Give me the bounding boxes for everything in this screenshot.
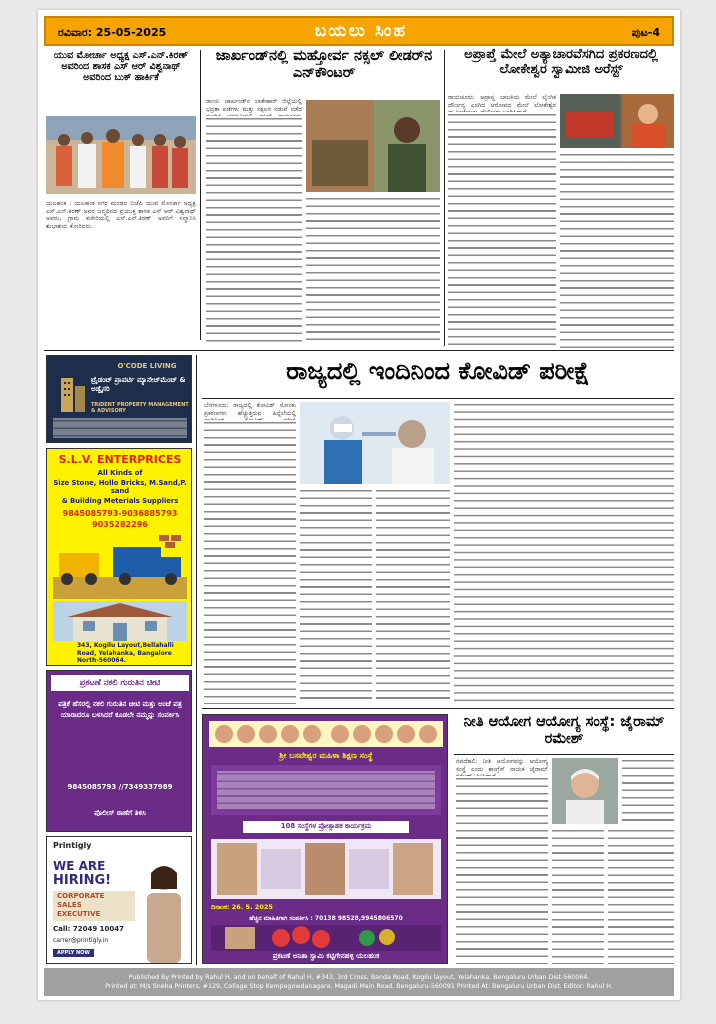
imprint-line2: Printed at: M/s Sneha Printers, #129, Collage Stop Kempegowdanagara, Magadi Main Road, Bengaluru-560091 Printed At: Bengaluru Urban Dist. Editor: Rahul H. <box>105 983 613 990</box>
ad-school-portraits <box>213 723 439 745</box>
ad-school-info-text <box>217 771 435 809</box>
story-arrest-body <box>448 112 556 348</box>
issue-date: ರವಿವಾರ: 25-05-2025 <box>58 26 167 39</box>
story-left-body: ಯಲಹಂಕ : ಯಲಹಂಕ ನಗರ ಮಂಡಲ ಬಿಜೆಪಿ ಯುವ ಮೋರ್ಚಾ ಅಧ್ಯಕ್ಷ ಎಸ್.ಎನ್.ಕಿರಣ್ ಅವರ ಜನ್ಮದಿನದ ಪ್ರಯುಕ್ತ ಶಾಸಕ ಎಸ್ ಆರ್ ವಿಶ್ವನಾಥ್ ಅವರು, ಗ್ರಾಮ ಕಚೇರಿಯಲ್ಲಿ ಎಸ್.ಎನ್.ಕಿರಣ್ ಅವರಿಗೆ ಸನ್ಮಾನಿಸಿ ಶುಭಾಶಯ ಕೋರಿದರು. <box>46 200 196 230</box>
story-niti-col2a <box>622 758 674 824</box>
ad-printigly-role1: CORPORATE <box>57 892 105 900</box>
ad-printigly-role2: SALES <box>57 901 82 909</box>
ad-slv-line2: Size Stone, Hollo Bricks, M.Sand,P. sand <box>53 479 187 495</box>
story-kovid-col1 <box>204 420 296 704</box>
ad-school-title: ಶ್ರೀ ಬಸವೇಶ್ವರ ಮಹಿಳಾ ಶಿಕ್ಷಣ ಸಂಸ್ಥೆ <box>279 751 373 760</box>
ad-school-contact: ಹೆಚ್ಚಿನ ಮಾಹಿತಿಗಾಗಿ ಸಂಪರ್ಕಿಸಿ : 70138 98528,9945806570 <box>249 915 403 922</box>
ad-slv-title: S.L.V. ENTERPRICES <box>58 453 182 466</box>
ad-printigly-email: carrer@printigly.in <box>53 937 109 944</box>
story-kovid-headline: ರಾಜ್ಯದಲ್ಲಿ ಇಂದಿನಿಂದ ಕೋವಿಡ್ ಪರೀಕ್ಷೆ <box>286 357 590 385</box>
ad-slv-phone2: 9035282296 <box>92 520 148 529</box>
ad-ocode-name: ಟ್ರೈಡಂಟ್ ಪ್ರಾಪರ್ಟಿ ಮ್ಯಾನೇಜ್‌ಮೆಂಟ್ & ಅಡ್ವೈಸರಿ <box>91 376 186 393</box>
story-jharkhand-headline: ಜಾರ್ಖಂಡ್‌ನಲ್ಲಿ ಮಹ್ತೋರ್ವ ನಕ್ಸಲ್ ಲೀಡರ್‌ನ ಎನ್‌ಕೌಂಟರ್ <box>215 48 433 81</box>
story-kovid-col2 <box>300 488 372 704</box>
story-kovid-col3 <box>376 488 450 704</box>
story-niti-photo <box>552 758 618 824</box>
story-jharkhand-body <box>206 116 302 346</box>
newspaper-title: ಬಯಲು ಸಿಂಹ <box>314 21 408 41</box>
section-divider <box>202 708 674 709</box>
ad-notice-footer: ಪೊಲೀಸ್ ಠಾಣೆಗೆ ತಿಳಿಸಿ <box>94 809 146 817</box>
ad-printigly-line2: HIRING! <box>53 873 112 888</box>
ad-notice-title: ಪ್ರಕಟಣೆ ನಕಲಿ ಗುರುತಿನ ಚೀಟಿ <box>79 677 161 687</box>
story-niti-col3 <box>608 828 674 964</box>
newspaper-page <box>38 10 680 1000</box>
ad-notice-phones: 9845085793 //7349337989 <box>67 783 173 791</box>
story-arrest-body-2 <box>560 152 674 348</box>
story-niti-col1 <box>456 776 548 964</box>
ad-printigly-line1: WE ARE <box>53 859 106 873</box>
ad-slv-line1: All Kinds of <box>97 469 143 477</box>
ad-school-badge-text: 108 ಸಂಸ್ಥೆಗಳ ಪ್ರೋತ್ಸಾಹಕ ಕಾರ್ಯಕ್ರಮ <box>280 822 372 830</box>
ad-slv-line3: & Building Meterials Suppliers <box>61 497 179 505</box>
story-jharkhand-body-2 <box>306 196 440 346</box>
ad-school-badge <box>243 821 409 833</box>
ad-printigly-call: Call: 72049 10047 <box>53 925 125 933</box>
column-divider <box>200 50 201 340</box>
story-arrest-headline: ಅಪ್ರಾಪ್ತೆ ಮೇಲೆ ಅತ್ಯಾಚಾರವೆಸಗಿದ ಪ್ರಕರಣದಲ್ಲಿ ಲೋಕೇಶ್ವರ ಸ್ವಾಮೀಜಿ ಅರೆಸ್ಟ್ <box>464 47 658 77</box>
section-divider <box>44 350 674 351</box>
column-divider <box>196 355 197 965</box>
story-kovid-photo <box>300 402 450 484</box>
story-kovid-col4 <box>454 402 674 704</box>
ad-school-footer: ಪ್ರಕಟಣೆ ಅನಿತಾ ಸ್ವಾಮಿ ಕಟ್ಟಿಗೇನಹಳ್ಳಿ ಯಲಹಂಕ <box>272 952 380 960</box>
story-niti-col2b <box>552 828 604 964</box>
ad-printigly-role3: EXECUTIVE <box>57 910 101 918</box>
ad-school-info <box>211 765 441 815</box>
story-jharkhand-lead: ರಾಂಚಿ: ಜಾರ್ಖಂಡ್‌ನ ಲಾತೇಹಾರ್ ಜಿಲ್ಲೆಯಲ್ಲಿ ಭದ್ರತಾ ಪಡೆಗಳು ಮತ್ತು ನಕ್ಸಲರ ನಡುವೆ ನಡೆದ <box>206 98 302 113</box>
story-niti-headline: ನೀತಿ ಆಯೋಗ ಆಯೋಗ್ಯ ಸಂಸ್ಥೆ: ಜೈರಾಮ್ ರಮೇಶ್ <box>463 714 665 747</box>
ad-notice <box>46 670 192 832</box>
ad-notice-body: ಪತ್ರಿಕೆ ಹೆಸರಲ್ಲಿ ನಕಲಿ ಗುರುತಿನ ಚೀಟಿ ಮತ್ತು ಅಂಚೆ ಪತ್ರ ಯಾರಾದರೂ ಬಳಸಿದರೆ ಕೂಡಲೇ ನಮ್ಮನ್ನು ಸಂಪರ್ಕಿಸಿ <box>58 700 182 719</box>
ad-printigly-person <box>139 859 189 963</box>
ad-printigly <box>46 836 192 964</box>
masthead <box>44 16 674 46</box>
story-left-headline: ಯುವ ಮೋರ್ಚಾ ಅಧ್ಯಕ್ಷ ಎಸ್.ಎನ್.ಕಿರಣ್ ಅವರಿಂದ ಶಾಸಕ ಎಸ್ ಆರ್ ವಿಶ್ವನಾಥ್ ಅವರಿಂದ ಬುಕ್ ಹಾರ್ಕಿಕೆ <box>53 50 189 84</box>
column-divider <box>444 50 445 346</box>
story-arrest-photo <box>560 94 674 148</box>
ad-school <box>202 714 448 964</box>
headline-rule <box>454 754 674 755</box>
construction-vehicles-illustration <box>53 533 187 599</box>
ad-school-guest-photos <box>217 843 435 895</box>
story-jharkhand-photo <box>306 100 440 192</box>
imprint-footer <box>44 968 674 996</box>
ad-slv-address: 343, Kogilu Layout,Bellahalli Road, Yelahanka, Bangalore North-560064. <box>77 642 174 664</box>
building-icon <box>55 372 91 412</box>
ad-slv-phone1: 9845085793-9036885793 <box>62 509 178 518</box>
page-number: ಪುಟ-4 <box>631 26 660 39</box>
ad-school-guests <box>211 839 441 899</box>
story-niti-lead: ನವದೆಹಲಿ: ನೀತಿ ಆಯೋಗವನ್ನು ಆಯೋಗ್ಯ ಸಂಸ್ಥೆ ಎಂದು ಕಾಂಗ್ರೆಸ್ ನಾಯಕ ಜೈರಾಮ್ <box>456 758 548 773</box>
imprint-line1: Published By Printed by Rahul H, and on behalf of Rahul H, #343, 3rd Cross, Banda Road, Kogilu layout, Yelahanka, Bengaluru Urban Dist-560064. <box>128 974 590 981</box>
story-arrest-lead: ರಾಯಚೂರು: ಅಪ್ರಾಪ್ತ ಬಾಲಕಿಯ ಮೇಲೆ ಲೈಂಗಿಕ ದೌರ್ಜನ್ಯ ಎಸಗಿದ ಆರೋಪದ ಮೇಲೆ ಲೋಕೇಶ್ವರ <box>448 94 556 109</box>
headline-rule <box>202 398 674 399</box>
story-kovid-lead: ಬೆಂಗಳೂರು: ರಾಜ್ಯದಲ್ಲಿ ಕೋವಿಡ್ ಸೋಂಕು ಪ್ರಕರಣಗಳು ಹೆಚ್ಚುತ್ತಿರುವ ಹಿನ್ನೆಲೆಯಲ್ಲಿ <box>204 402 296 417</box>
ad-ocode-brand: O'CODE LIVING <box>117 362 177 370</box>
ad-school-flowers <box>211 925 441 951</box>
story-left-photo <box>46 116 196 194</box>
ad-printigly-brand: Printigly <box>53 841 92 850</box>
ad-printigly-role-box <box>53 891 135 921</box>
ad-school-header <box>209 721 443 747</box>
ad-school-date: ದಿನಾಂಕ: 26. 5. 2025 <box>211 903 273 911</box>
ad-ocode-name-en: TRIDENT PROPERTY MANAGEMENT & ADVISORY <box>91 402 189 414</box>
ad-ocode <box>46 355 192 443</box>
ad-ocode-details <box>53 418 187 438</box>
ad-printigly-cta: APPLY NOW <box>53 949 94 957</box>
ad-slv <box>46 448 192 666</box>
house-illustration <box>53 601 187 641</box>
ad-notice-title-bar <box>51 675 189 691</box>
